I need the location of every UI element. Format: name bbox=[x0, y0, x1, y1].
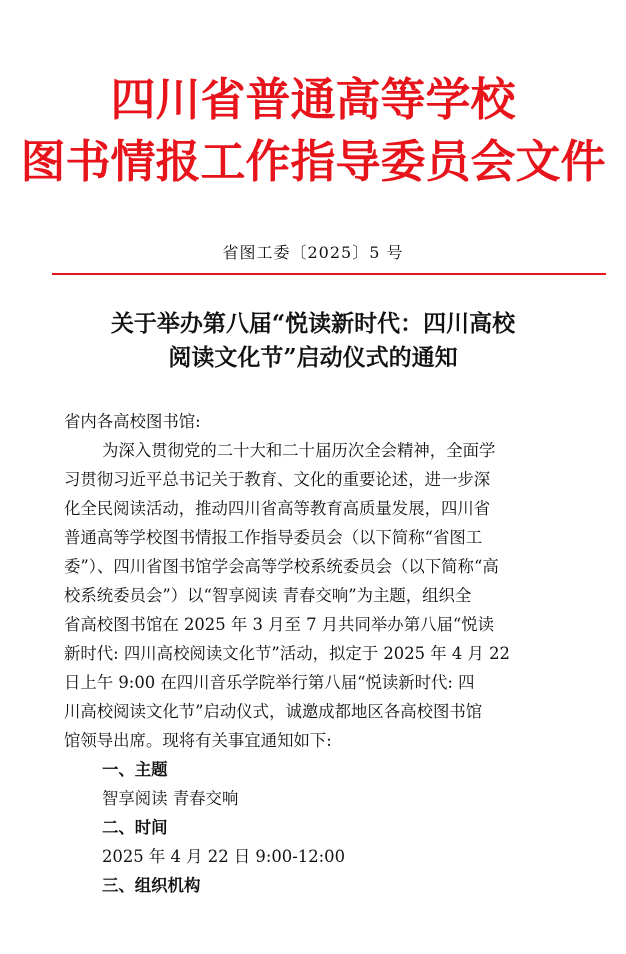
body-paragraph-line: 馆领导出席。现将有关事宜通知如下: bbox=[64, 731, 332, 750]
section-heading-organization: 三、组织机构 bbox=[102, 876, 201, 895]
document-number: 省图工委〔2025〕5 号 bbox=[222, 243, 404, 262]
section-text-time: 2025 年 4 月 22 日 9:00-12:00 bbox=[102, 847, 346, 866]
body-paragraph-line: 省高校图书馆在 2025 年 3 月至 7 月共同举办第八届“悦读 bbox=[64, 615, 495, 634]
red-divider bbox=[52, 273, 606, 275]
body-paragraph-line: 普通高等学校图书情报工作指导委员会（以下简称“省图工 bbox=[64, 528, 483, 547]
salutation: 省内各高校图书馆: bbox=[64, 412, 201, 431]
body-paragraph-line: 校系统委员会”）以“智享阅读 青春交响”为主题，组织全 bbox=[64, 586, 472, 605]
document-header-title-line1: 四川省普通高等学校 bbox=[110, 73, 516, 126]
notice-title-line2: 阅读文化节”启动仪式的通知 bbox=[168, 344, 458, 371]
body-paragraph-line: 为深入贯彻党的二十大和二十届历次全会精神，全面学 bbox=[102, 441, 496, 460]
body-paragraph-line: 化全民阅读活动，推动四川省高等教育高质量发展，四川省 bbox=[64, 499, 491, 518]
body-paragraph-line: 川高校阅读文化节”启动仪式，诚邀成都地区各高校图书馆 bbox=[64, 702, 483, 721]
body-paragraph-line: 日上午 9:00 在四川音乐学院举行第八届“悦读新时代: 四 bbox=[64, 673, 475, 692]
notice-title-line1: 关于举办第八届“悦读新时代：四川高校 bbox=[110, 310, 516, 337]
body-paragraph-line: 习贯彻习近平总书记关于教育、文化的重要论述，进一步深 bbox=[64, 470, 491, 489]
section-heading-time: 二、时间 bbox=[102, 818, 168, 837]
section-heading-theme: 一、主题 bbox=[102, 760, 168, 779]
section-text-theme: 智享阅读 青春交响 bbox=[102, 789, 239, 808]
body-paragraph-line: 新时代: 四川高校阅读文化节”活动，拟定于 2025 年 4 月 22 bbox=[64, 644, 510, 663]
body-paragraph-line: 委”）、四川省图书馆学会高等学校系统委员会（以下简称“高 bbox=[64, 557, 499, 576]
document-header-title-line2: 图书情报工作指导委员会文件 bbox=[20, 135, 606, 188]
